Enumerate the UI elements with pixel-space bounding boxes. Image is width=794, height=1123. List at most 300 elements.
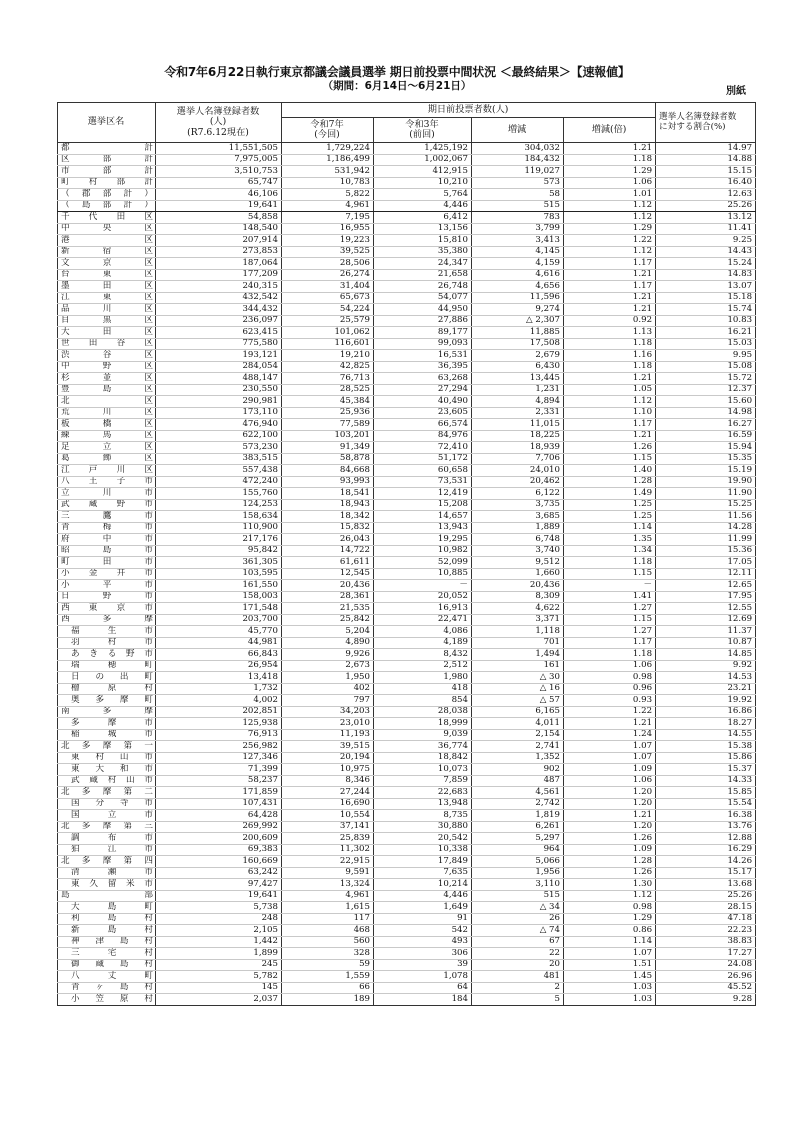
- ratio-percent-cell: 15.54: [656, 798, 756, 810]
- district-name-text: 世 田 谷 区: [61, 338, 153, 349]
- table-row: [58, 706, 756, 718]
- district-name-text: 多 摩 市: [71, 717, 153, 728]
- registered-cell: 63,242: [156, 867, 282, 879]
- registered-cell: 623,415: [156, 327, 282, 339]
- change-cell: 9,274: [472, 304, 564, 316]
- table-row: [58, 649, 756, 661]
- district-name-text: 中 野 区: [61, 361, 153, 372]
- registered-cell: 110,900: [156, 522, 282, 534]
- previous-early-votes-cell: 10,885: [374, 568, 472, 580]
- previous-early-votes-cell: 1,078: [374, 971, 472, 983]
- registered-cell: 5,782: [156, 971, 282, 983]
- district-name-cell: [58, 867, 156, 879]
- current-early-votes-cell: 4,890: [282, 637, 374, 649]
- previous-header: [374, 118, 472, 143]
- ratio-percent-cell: 10.87: [656, 637, 756, 649]
- district-name-text: 中 央 区: [61, 223, 153, 234]
- change-ratio-cell: 1.18: [564, 361, 656, 373]
- registered-cell: 573,230: [156, 442, 282, 454]
- change-cell: 1,231: [472, 384, 564, 396]
- table-row: [58, 361, 756, 373]
- registered-cell: 173,110: [156, 407, 282, 419]
- district-name-cell: [58, 614, 156, 626]
- previous-early-votes-cell: 12,419: [374, 488, 472, 500]
- current-early-votes-cell: 11,302: [282, 844, 374, 856]
- previous-early-votes-cell: 23,605: [374, 407, 472, 419]
- ratio-percent-cell: 15.08: [656, 361, 756, 373]
- registered-cell: 230,550: [156, 384, 282, 396]
- current-early-votes-cell: 84,668: [282, 465, 374, 477]
- registered-cell: 66,843: [156, 649, 282, 661]
- previous-early-votes-cell: 9,039: [374, 729, 472, 741]
- registered-cell: 64,428: [156, 810, 282, 822]
- change-cell: 5,297: [472, 833, 564, 845]
- table-row: [58, 833, 756, 845]
- district-name-text: 日 の 出 町: [71, 671, 153, 682]
- change-ratio-cell: 1.01: [564, 189, 656, 201]
- table-body: [58, 143, 756, 1006]
- table-header: [58, 103, 756, 143]
- previous-early-votes-cell: 36,774: [374, 741, 472, 753]
- change-cell: 20,462: [472, 476, 564, 488]
- ratio-percent-cell: 9.92: [656, 660, 756, 672]
- previous-early-votes-cell: 6,412: [374, 212, 472, 224]
- district-name-text: 板 橋 区: [61, 418, 153, 429]
- ratio-percent-cell: 15.37: [656, 764, 756, 776]
- current-early-votes-cell: 20,436: [282, 580, 374, 592]
- previous-early-votes-cell: 1,980: [374, 672, 472, 684]
- district-name-cell: [58, 649, 156, 661]
- ratio-percent-cell: 26.96: [656, 971, 756, 983]
- change-ratio-cell: 1.06: [564, 660, 656, 672]
- change-cell: 1,494: [472, 649, 564, 661]
- change-cell: △ 57: [472, 695, 564, 707]
- district-name-text: 稲 城 市: [71, 729, 153, 740]
- registered-cell: 58,237: [156, 775, 282, 787]
- ratio-percent-cell: 45.52: [656, 982, 756, 994]
- district-header: 選挙区名: [58, 103, 156, 143]
- change-ratio-cell: 1.18: [564, 557, 656, 569]
- change-ratio-cell: 1.17: [564, 258, 656, 270]
- district-name-cell: [58, 281, 156, 293]
- district-name-cell: [58, 775, 156, 787]
- registered-cell: 103,595: [156, 568, 282, 580]
- change-cell: 1,352: [472, 752, 564, 764]
- change-ratio-cell: 1.09: [564, 764, 656, 776]
- previous-early-votes-cell: 10,338: [374, 844, 472, 856]
- previous-early-votes-cell: 8,432: [374, 649, 472, 661]
- change-ratio-cell: 1.21: [564, 430, 656, 442]
- change-cell: 573: [472, 177, 564, 189]
- district-name-cell: [58, 833, 156, 845]
- change-ratio-cell: 0.86: [564, 925, 656, 937]
- change-cell: 184,432: [472, 154, 564, 166]
- change-ratio-cell: 1.21: [564, 718, 656, 730]
- ratio-percent-cell: 14.53: [656, 672, 756, 684]
- change-cell: 3,371: [472, 614, 564, 626]
- previous-early-votes-cell: 36,395: [374, 361, 472, 373]
- previous-early-votes-cell: 60,658: [374, 465, 472, 477]
- ratio-percent-cell: 11.41: [656, 223, 756, 235]
- ratio-percent-cell: 14.55: [656, 729, 756, 741]
- district-name-cell: [58, 580, 156, 592]
- current-early-votes-cell: 58,878: [282, 453, 374, 465]
- previous-early-votes-cell: 4,446: [374, 200, 472, 212]
- previous-early-votes-cell: 184: [374, 994, 472, 1006]
- change-ratio-cell: 1.09: [564, 844, 656, 856]
- table-row: [58, 637, 756, 649]
- change-ratio-cell: 1.20: [564, 787, 656, 799]
- ratio-header: [656, 103, 756, 143]
- ratio-percent-cell: 9.25: [656, 235, 756, 247]
- registered-cell: 76,913: [156, 729, 282, 741]
- change-ratio-cell: 1.51: [564, 959, 656, 971]
- previous-early-votes-cell: 854: [374, 695, 472, 707]
- registered-cell: 160,669: [156, 856, 282, 868]
- table-row: [58, 603, 756, 615]
- table-row: [58, 844, 756, 856]
- current-early-votes-cell: 10,975: [282, 764, 374, 776]
- district-name-text: 檜 原 村: [71, 683, 153, 694]
- previous-early-votes-cell: 542: [374, 925, 472, 937]
- ratio-percent-cell: 14.97: [656, 143, 756, 155]
- previous-early-votes-cell: 52,099: [374, 557, 472, 569]
- registered-cell: 256,982: [156, 741, 282, 753]
- district-name-cell: [58, 810, 156, 822]
- district-name-text: 神 津 島 村: [71, 936, 153, 947]
- ratio-percent-cell: 11.99: [656, 534, 756, 546]
- current-early-votes-cell: 1,559: [282, 971, 374, 983]
- district-name-cell: [58, 718, 156, 730]
- ratio-percent-cell: 15.60: [656, 396, 756, 408]
- change-ratio-cell: 1.15: [564, 453, 656, 465]
- table-row: [58, 764, 756, 776]
- current-early-votes-cell: 26,043: [282, 534, 374, 546]
- change-cell: 6,261: [472, 821, 564, 833]
- current-early-votes-cell: 39,525: [282, 246, 374, 258]
- change-ratio-cell: 1.12: [564, 246, 656, 258]
- table-row: [58, 281, 756, 293]
- district-name-cell: [58, 695, 156, 707]
- table-row: [58, 959, 756, 971]
- ratio-percent-cell: 16.38: [656, 810, 756, 822]
- registered-header: [156, 103, 282, 143]
- district-name-text: 三 宅 村: [71, 947, 153, 958]
- district-name-text: 小 平 市: [61, 579, 153, 590]
- change-cell: 4,145: [472, 246, 564, 258]
- current-early-votes-cell: 328: [282, 948, 374, 960]
- previous-early-votes-cell: 10,073: [374, 764, 472, 776]
- change-ratio-cell: 1.06: [564, 177, 656, 189]
- change-cell: △ 16: [472, 683, 564, 695]
- previous-early-votes-cell: 2,512: [374, 660, 472, 672]
- change-cell: 3,740: [472, 545, 564, 557]
- ratio-percent-cell: 16.40: [656, 177, 756, 189]
- table-row: [58, 902, 756, 914]
- change-ratio-cell: 1.30: [564, 879, 656, 891]
- ratio-percent-cell: 12.88: [656, 833, 756, 845]
- district-name-cell: [58, 787, 156, 799]
- district-name-cell: [58, 361, 156, 373]
- current-early-votes-cell: 797: [282, 695, 374, 707]
- district-name-cell: [58, 879, 156, 891]
- ratio-percent-cell: 19.90: [656, 476, 756, 488]
- table-row: [58, 488, 756, 500]
- table-row: [58, 465, 756, 477]
- registered-cell: 19,641: [156, 890, 282, 902]
- change-ratio-cell: 1.27: [564, 626, 656, 638]
- change-ratio-cell: 1.12: [564, 212, 656, 224]
- change-ratio-cell: 1.45: [564, 971, 656, 983]
- district-name-text: 渋 谷 区: [61, 349, 153, 360]
- previous-early-votes-cell: 306: [374, 948, 472, 960]
- district-name-cell: [58, 971, 156, 983]
- district-name-text: 島 部: [61, 890, 153, 901]
- registered-cell: 54,858: [156, 212, 282, 224]
- registered-cell: 273,853: [156, 246, 282, 258]
- district-name-cell: [58, 304, 156, 316]
- table-row: [58, 143, 756, 155]
- current-early-votes-cell: 54,224: [282, 304, 374, 316]
- district-name-cell: [58, 925, 156, 937]
- change-ratio-cell: 0.92: [564, 315, 656, 327]
- registered-cell: 193,121: [156, 350, 282, 362]
- district-name-cell: [58, 292, 156, 304]
- current-early-votes-cell: 560: [282, 936, 374, 948]
- district-name-cell: [58, 637, 156, 649]
- table-row: [58, 557, 756, 569]
- previous-header-line2: (前回): [409, 129, 435, 140]
- table-row: [58, 235, 756, 247]
- district-name-cell: [58, 350, 156, 362]
- registered-cell: 248: [156, 913, 282, 925]
- ratio-percent-cell: 22.23: [656, 925, 756, 937]
- district-name-text: 瑞 穂 町: [71, 660, 153, 671]
- current-early-votes-cell: 21,535: [282, 603, 374, 615]
- district-name-text: 都 計: [61, 142, 153, 153]
- district-name-text: 西 多 摩: [61, 614, 153, 625]
- previous-early-votes-cell: 10,210: [374, 177, 472, 189]
- district-name-cell: [58, 442, 156, 454]
- ratio-percent-cell: 12.69: [656, 614, 756, 626]
- previous-early-votes-cell: 64: [374, 982, 472, 994]
- table-row: [58, 925, 756, 937]
- previous-early-votes-cell: 10,214: [374, 879, 472, 891]
- district-name-cell: [58, 672, 156, 684]
- district-name-cell: [58, 166, 156, 178]
- current-early-votes-cell: 23,010: [282, 718, 374, 730]
- change-cell: 1,819: [472, 810, 564, 822]
- current-early-votes-cell: 16,955: [282, 223, 374, 235]
- change-ratio-cell: 1.10: [564, 407, 656, 419]
- change-ratio-cell: 1.34: [564, 545, 656, 557]
- previous-early-votes-cell: 5,764: [374, 189, 472, 201]
- previous-early-votes-cell: 27,886: [374, 315, 472, 327]
- page-title: 令和7年6月22日執行東京都議会議員選挙 期日前投票中間状況 ＜最終結果＞【速報値】: [164, 65, 630, 79]
- current-early-votes-cell: 14,722: [282, 545, 374, 557]
- ratio-percent-cell: 14.98: [656, 407, 756, 419]
- table-row: [58, 327, 756, 339]
- change-ratio-cell: 1.22: [564, 706, 656, 718]
- district-name-text: 羽 村 市: [71, 637, 153, 648]
- registered-cell: 472,240: [156, 476, 282, 488]
- change-ratio-cell: 1.49: [564, 488, 656, 500]
- district-name-text: 北 区: [61, 395, 153, 406]
- registered-cell: 107,431: [156, 798, 282, 810]
- district-name-cell: [58, 396, 156, 408]
- table-row: [58, 936, 756, 948]
- ratio-percent-cell: 11.90: [656, 488, 756, 500]
- table-row: [58, 350, 756, 362]
- district-name-cell: [58, 534, 156, 546]
- change-cell: 3,685: [472, 511, 564, 523]
- previous-early-votes-cell: 24,347: [374, 258, 472, 270]
- previous-early-votes-cell: 44,950: [374, 304, 472, 316]
- current-early-votes-cell: 28,361: [282, 591, 374, 603]
- table-row: [58, 810, 756, 822]
- change-ratio-cell: 1.21: [564, 292, 656, 304]
- ratio-percent-cell: 15.86: [656, 752, 756, 764]
- district-name-text: 葛 飾 区: [61, 453, 153, 464]
- previous-early-votes-cell: 493: [374, 936, 472, 948]
- change-cell: 2,741: [472, 741, 564, 753]
- change-cell: 4,011: [472, 718, 564, 730]
- current-early-votes-cell: 28,506: [282, 258, 374, 270]
- change-cell: 1,889: [472, 522, 564, 534]
- district-name-text: 品 川 区: [61, 303, 153, 314]
- change-ratio-cell: 1.20: [564, 821, 656, 833]
- change-ratio-cell: 1.29: [564, 913, 656, 925]
- change-ratio-cell: 1.26: [564, 833, 656, 845]
- change-ratio-cell: 1.06: [564, 775, 656, 787]
- change-ratio-cell: 0.93: [564, 695, 656, 707]
- ratio-percent-cell: 16.21: [656, 327, 756, 339]
- registered-cell: 236,097: [156, 315, 282, 327]
- previous-early-votes-cell: 26,748: [374, 281, 472, 293]
- current-early-votes-cell: 10,783: [282, 177, 374, 189]
- change-ratio-cell: 1.24: [564, 729, 656, 741]
- district-name-text: 大 田 区: [61, 326, 153, 337]
- table-row: [58, 660, 756, 672]
- table-row: [58, 407, 756, 419]
- table-row: [58, 189, 756, 201]
- current-early-votes-cell: 25,579: [282, 315, 374, 327]
- change-ratio-cell: 1.18: [564, 154, 656, 166]
- change-cell: 8,309: [472, 591, 564, 603]
- table-row: [58, 315, 756, 327]
- change-ratio-cell: 1.13: [564, 327, 656, 339]
- change-cell: 5,066: [472, 856, 564, 868]
- district-name-cell: [58, 844, 156, 856]
- change-ratio-cell: 0.96: [564, 683, 656, 695]
- district-name-cell: [58, 338, 156, 350]
- table-row: [58, 384, 756, 396]
- district-name-text: 東 村 山 市: [71, 752, 153, 763]
- change-cell: △ 34: [472, 902, 564, 914]
- previous-early-votes-cell: 4,086: [374, 626, 472, 638]
- change-cell: 701: [472, 637, 564, 649]
- current-early-votes-cell: 5,822: [282, 189, 374, 201]
- registered-cell: 622,100: [156, 430, 282, 442]
- previous-early-votes-cell: 7,859: [374, 775, 472, 787]
- change-cell: 3,110: [472, 879, 564, 891]
- current-early-votes-cell: 65,673: [282, 292, 374, 304]
- district-name-text: 文 京 区: [61, 257, 153, 268]
- ratio-percent-cell: 11.37: [656, 626, 756, 638]
- table-row: [58, 292, 756, 304]
- ratio-percent-cell: 12.65: [656, 580, 756, 592]
- ratio-percent-cell: 14.43: [656, 246, 756, 258]
- district-name-cell: [58, 913, 156, 925]
- previous-early-votes-cell: 1,002,067: [374, 154, 472, 166]
- change-cell: 1,118: [472, 626, 564, 638]
- current-early-votes-cell: 26,274: [282, 269, 374, 281]
- district-name-cell: [58, 327, 156, 339]
- previous-early-votes-cell: 91: [374, 913, 472, 925]
- table-row: [58, 166, 756, 178]
- current-early-votes-cell: 66: [282, 982, 374, 994]
- current-early-votes-cell: 19,223: [282, 235, 374, 247]
- district-name-cell: [58, 890, 156, 902]
- ratio-percent-cell: 15.74: [656, 304, 756, 316]
- ratio-percent-cell: 16.27: [656, 419, 756, 431]
- registered-cell: 361,305: [156, 557, 282, 569]
- change-cell: 6,165: [472, 706, 564, 718]
- ratio-percent-cell: 24.08: [656, 959, 756, 971]
- previous-early-votes-cell: 22,471: [374, 614, 472, 626]
- table-row: [58, 396, 756, 408]
- current-early-votes-cell: 76,713: [282, 373, 374, 385]
- current-early-votes-cell: 61,611: [282, 557, 374, 569]
- ratio-percent-cell: 25.26: [656, 890, 756, 902]
- previous-early-votes-cell: －: [374, 580, 472, 592]
- district-name-text: 武 蔵 野 市: [61, 499, 153, 510]
- table-row: [58, 787, 756, 799]
- previous-early-votes-cell: 89,177: [374, 327, 472, 339]
- ratio-percent-cell: 9.28: [656, 994, 756, 1006]
- table-row: [58, 223, 756, 235]
- change-cell: 3,413: [472, 235, 564, 247]
- previous-early-votes-cell: 15,810: [374, 235, 472, 247]
- registered-cell: 217,176: [156, 534, 282, 546]
- ratio-percent-cell: 15.25: [656, 499, 756, 511]
- previous-early-votes-cell: 19,295: [374, 534, 472, 546]
- current-early-votes-cell: 116,601: [282, 338, 374, 350]
- district-name-text: 杉 並 区: [61, 372, 153, 383]
- previous-early-votes-cell: 51,172: [374, 453, 472, 465]
- change-cell: 67: [472, 936, 564, 948]
- registered-cell: 284,054: [156, 361, 282, 373]
- table-row: [58, 626, 756, 638]
- registered-cell: 46,106: [156, 189, 282, 201]
- change-ratio-cell: 1.26: [564, 867, 656, 879]
- change-ratio-cell: 1.15: [564, 568, 656, 580]
- district-name-cell: [58, 407, 156, 419]
- change-ratio-cell: 1.27: [564, 603, 656, 615]
- registered-cell: 97,427: [156, 879, 282, 891]
- registered-cell: 488,147: [156, 373, 282, 385]
- early-voting-table: [57, 102, 756, 1006]
- ratio-percent-cell: 19.92: [656, 695, 756, 707]
- previous-early-votes-cell: 16,531: [374, 350, 472, 362]
- change-cell: 18,225: [472, 430, 564, 442]
- change-ratio-cell: 1.21: [564, 373, 656, 385]
- district-name-cell: [58, 200, 156, 212]
- previous-early-votes-cell: 22,683: [374, 787, 472, 799]
- ratio-percent-cell: 14.28: [656, 522, 756, 534]
- change-ratio-cell: 1.21: [564, 269, 656, 281]
- table-row: [58, 856, 756, 868]
